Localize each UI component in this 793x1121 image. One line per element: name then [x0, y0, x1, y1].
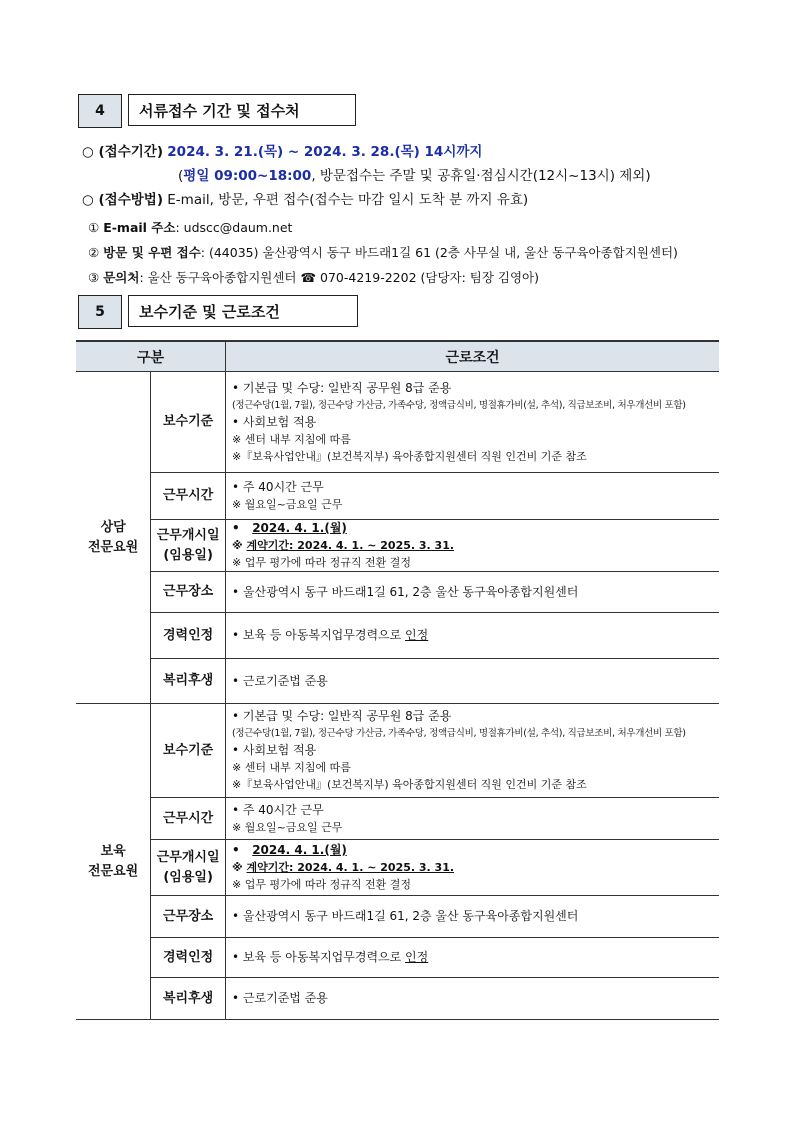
contact-line	[88, 268, 539, 286]
place-line: • 울산광역시 동구 바드래1길 61, 2층 울산 동구육아종합지원센터	[232, 909, 579, 923]
table-row	[76, 572, 719, 613]
group-name-line: 상담	[100, 519, 126, 535]
section-title: 서류접수 기간 및 접수처	[128, 94, 356, 126]
hours-prefix: (	[178, 168, 184, 184]
start-date: 2024. 4. 1.(월)	[252, 521, 347, 535]
period-label: ○ (접수기간)	[82, 144, 163, 160]
period-dates: 2024. 3. 21.(목) ~ 2024. 3. 28.(목) 14시까지	[167, 144, 483, 160]
row-content	[226, 613, 720, 659]
hours-line: • 주 40시간 근무	[232, 802, 324, 817]
conditions-table	[76, 340, 719, 1020]
contract-period: 계약기간: 2024. 4. 1. ~ 2025. 3. 31.	[246, 539, 455, 552]
pay-line: • 사회보험 적용	[232, 414, 317, 429]
section-number: 4	[78, 94, 122, 128]
row-content	[226, 978, 720, 1020]
row-content	[226, 896, 720, 938]
table-row	[76, 659, 719, 704]
row-label-line: 근무개시일	[156, 527, 220, 543]
email-num: ①	[88, 220, 100, 235]
table-row	[76, 473, 719, 520]
pay-line: • 기본급 및 수당: 일반직 공무원 8급 준용	[232, 380, 452, 395]
career-text: • 보육 등 아동복지업무경력으로	[232, 950, 406, 964]
row-label: 복리후생	[151, 978, 226, 1020]
header-condition: 근로조건	[226, 341, 720, 372]
contract-line: ※ 계약기간: 2024. 4. 1. ~ 2025. 3. 31.	[232, 861, 455, 874]
start-date: 2024. 4. 1.(월)	[252, 843, 347, 857]
row-content	[226, 659, 720, 704]
welfare-line: • 근로기준법 준용	[232, 673, 328, 688]
hours-rest: , 방문접수는 주말 및 공휴일·점심시간(12시~13시) 제외)	[311, 168, 651, 184]
row-content	[226, 473, 720, 520]
table-row	[76, 704, 719, 798]
hours-line: ※ 월요일~금요일 근무	[232, 498, 343, 511]
career-text: • 보육 등 아동복지업무경력으로	[232, 628, 406, 642]
row-content	[226, 704, 720, 798]
table-row	[76, 613, 719, 659]
table-row	[76, 938, 719, 978]
method-label: ○ (접수방법)	[82, 192, 163, 208]
place-line: • 울산광역시 동구 바드래1길 61, 2층 울산 동구육아종합지원센터	[232, 584, 579, 599]
period-hours-line	[178, 164, 651, 184]
visit-value: : (44035) 울산광역시 동구 바드래1길 61 (2층 사무실 내, 울산 동구육아종합지원센터)	[200, 245, 678, 260]
visit-label: 방문 및 우편 접수	[103, 245, 201, 260]
start-line: • 2024. 4. 1.(월)	[232, 521, 347, 535]
pay-line: ※ 센터 내부 지침에 따름	[232, 761, 351, 774]
group-name-line: 전문요원	[88, 863, 139, 879]
section-number: 5	[78, 295, 122, 329]
group-name	[76, 372, 151, 704]
career-line	[226, 949, 719, 966]
row-label: 근무장소	[151, 572, 226, 613]
table-row	[76, 978, 719, 1020]
row-label: 경력인정	[151, 613, 226, 659]
row-label: 경력인정	[151, 938, 226, 978]
contract-line: ※ 계약기간: 2024. 4. 1. ~ 2025. 3. 31.	[232, 539, 455, 552]
career-recognized: 인정	[405, 628, 429, 642]
contact-num: ③	[88, 270, 100, 285]
row-label: 복리후생	[151, 659, 226, 704]
row-label: 근무장소	[151, 896, 226, 938]
method-text: E-mail, 방문, 우편 접수(접수는 마감 일시 도착 분 까지 유효)	[167, 192, 529, 208]
row-content	[226, 938, 720, 978]
group-name	[76, 704, 151, 1020]
pay-line: (정근수당(1월, 7월), 정근수당 가산금, 가족수당, 정액급식비, 명절휴가비(설, 추석), 직급보조비, 처우개선비 포함)	[232, 399, 686, 411]
row-label-line: (임용일)	[163, 547, 213, 563]
row-label: 보수기준	[151, 372, 226, 473]
pay-line: (정근수당(1월, 7월), 정근수당 가산금, 가족수당, 정액급식비, 명절휴가비(설, 추석), 직급보조비, 처우개선비 포함)	[232, 728, 686, 739]
start-line: • 2024. 4. 1.(월)	[232, 843, 347, 857]
group-name-line: 보육	[100, 843, 126, 859]
email-label: E-mail 주소	[103, 220, 176, 235]
career-recognized: 인정	[405, 950, 429, 964]
contact-label: 문의처	[103, 270, 140, 285]
start-line: ※ 업무 평가에 따라 정규직 전환 결정	[232, 878, 411, 891]
row-label	[151, 840, 226, 896]
contact-value: : 울산 동구육아종합지원센터 ☎ 070-4219-2202 (담당자: 팀장 김영아)	[139, 270, 540, 285]
career-line	[226, 627, 719, 644]
row-content	[226, 840, 720, 896]
pay-line: ※『보육사업안내』(보건복지부) 육아종합지원센터 직원 인건비 기준 참조	[232, 449, 587, 463]
group-name-line: 전문요원	[88, 539, 139, 555]
start-line: ※ 업무 평가에 따라 정규직 전환 결정	[232, 556, 411, 569]
table-row	[76, 798, 719, 840]
row-label: 보수기준	[151, 704, 226, 798]
row-content	[226, 798, 720, 840]
hours-line: • 주 40시간 근무	[232, 480, 324, 494]
visit-line	[88, 243, 678, 261]
table-header-row	[76, 341, 719, 372]
visit-num: ②	[88, 245, 100, 260]
pay-line: ※ 센터 내부 지침에 따름	[232, 432, 351, 446]
welfare-line: • 근로기준법 준용	[232, 991, 328, 1005]
row-content	[226, 372, 720, 473]
row-label: 근무시간	[151, 473, 226, 520]
table-row	[76, 372, 719, 473]
hours-bold: 평일 09:00~18:00	[183, 168, 312, 184]
section-title: 보수기준 및 근로조건	[128, 295, 358, 327]
header-category: 구분	[76, 341, 226, 372]
pay-line: • 사회보험 적용	[232, 743, 317, 757]
row-label	[151, 520, 226, 572]
pay-line: • 기본급 및 수당: 일반직 공무원 8급 준용	[232, 709, 452, 723]
row-content	[226, 572, 720, 613]
email-line	[88, 218, 292, 236]
table-row	[76, 896, 719, 938]
row-content	[226, 520, 720, 572]
method-line	[82, 188, 528, 208]
row-label: 근무시간	[151, 798, 226, 840]
row-label-line: 근무개시일	[156, 849, 220, 865]
row-label-line: (임용일)	[163, 869, 213, 885]
table-row	[76, 840, 719, 896]
period-line	[82, 140, 482, 160]
hours-line: ※ 월요일~금요일 근무	[232, 820, 343, 834]
contract-period: 계약기간: 2024. 4. 1. ~ 2025. 3. 31.	[246, 861, 455, 874]
pay-line: ※『보육사업안내』(보건복지부) 육아종합지원센터 직원 인건비 기준 참조	[232, 778, 587, 791]
table-row	[76, 520, 719, 572]
email-value: : udscc@daum.net	[175, 220, 293, 235]
